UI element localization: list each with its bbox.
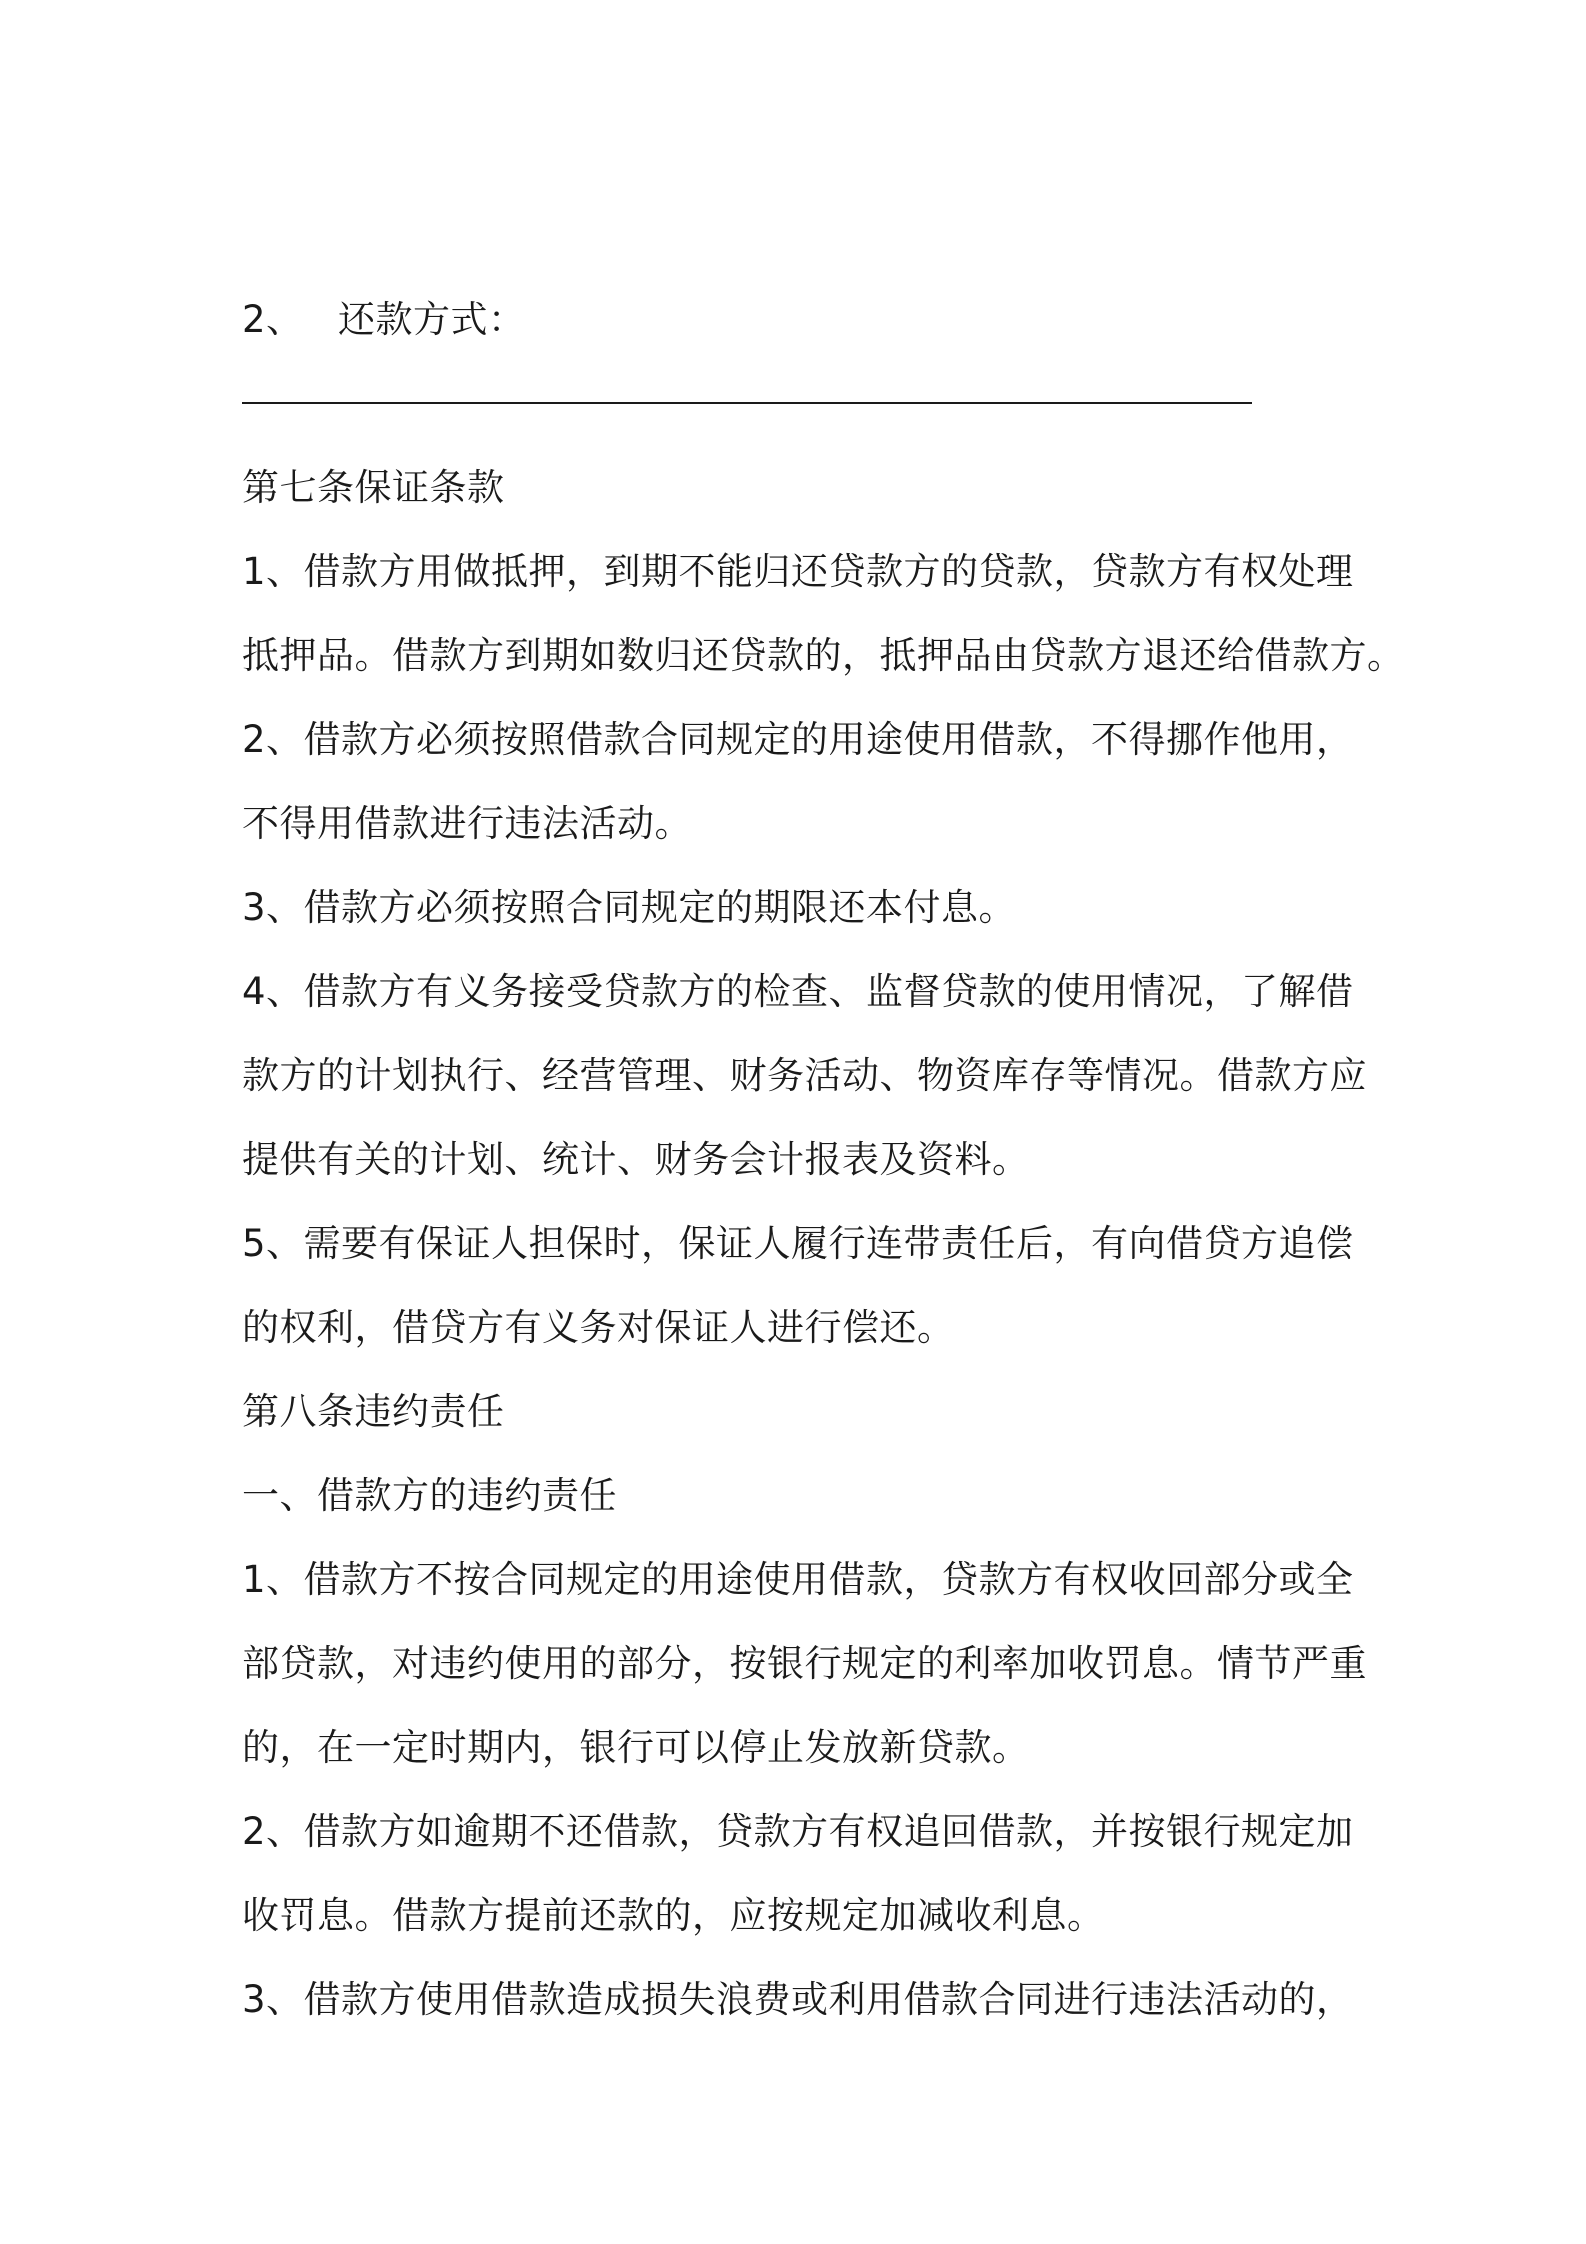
paragraph-line: 3、借款方使用借款造成损失浪费或利用借款合同进行违法活动的， bbox=[242, 1978, 1354, 2021]
section-heading-8: 第八条违约责任 bbox=[242, 1390, 505, 1433]
item-number: 2、 bbox=[242, 298, 304, 341]
document-body bbox=[242, 278, 1405, 2042]
paragraph-line: 收罚息。借款方提前还款的，应按规定加减收利息。 bbox=[242, 1894, 1105, 1937]
subsection-heading: 一、借款方的违约责任 bbox=[242, 1474, 617, 1517]
paragraph-line: 5、需要有保证人担保时，保证人履行连带责任后，有向借贷方追偿 bbox=[242, 1222, 1354, 1265]
paragraph-line: 抵押品。借款方到期如数归还贷款的，抵押品由贷款方退还给借款方。 bbox=[242, 634, 1405, 677]
item-title: 还款方式： bbox=[338, 298, 526, 341]
section-heading-7: 第七条保证条款 bbox=[242, 466, 505, 509]
paragraph-line: 2、借款方如逾期不还借款，贷款方有权追回借款，并按银行规定加 bbox=[242, 1810, 1354, 1853]
paragraph-line: 的权利，借贷方有义务对保证人进行偿还。 bbox=[242, 1306, 955, 1349]
paragraph-line: 部贷款，对违约使用的部分，按银行规定的利率加收罚息。情节严重 bbox=[242, 1642, 1367, 1685]
paragraph-line: 1、借款方不按合同规定的用途使用借款，贷款方有权收回部分或全 bbox=[242, 1558, 1354, 1601]
paragraph-line: 款方的计划执行、经营管理、财务活动、物资库存等情况。借款方应 bbox=[242, 1054, 1367, 1097]
paragraph-line: 不得用借款进行违法活动。 bbox=[242, 802, 692, 845]
fill-in-blank-line bbox=[242, 362, 1362, 446]
paragraph-line: 2、借款方必须按照借款合同规定的用途使用借款，不得挪作他用， bbox=[242, 718, 1354, 761]
paragraph-line: 4、借款方有义务接受贷款方的检查、监督贷款的使用情况，了解借 bbox=[242, 970, 1354, 1013]
paragraph-line: 提供有关的计划、统计、财务会计报表及资料。 bbox=[242, 1138, 1030, 1181]
paragraph-line: 3、借款方必须按照合同规定的期限还本付息。 bbox=[242, 886, 1017, 929]
paragraph-line: 的，在一定时期内，银行可以停止发放新贷款。 bbox=[242, 1726, 1030, 1769]
repayment-method-line bbox=[242, 278, 1362, 362]
paragraph-line: 1、借款方用做抵押，到期不能归还贷款方的贷款，贷款方有权处理 bbox=[242, 550, 1354, 593]
blank-underline bbox=[242, 402, 1252, 404]
